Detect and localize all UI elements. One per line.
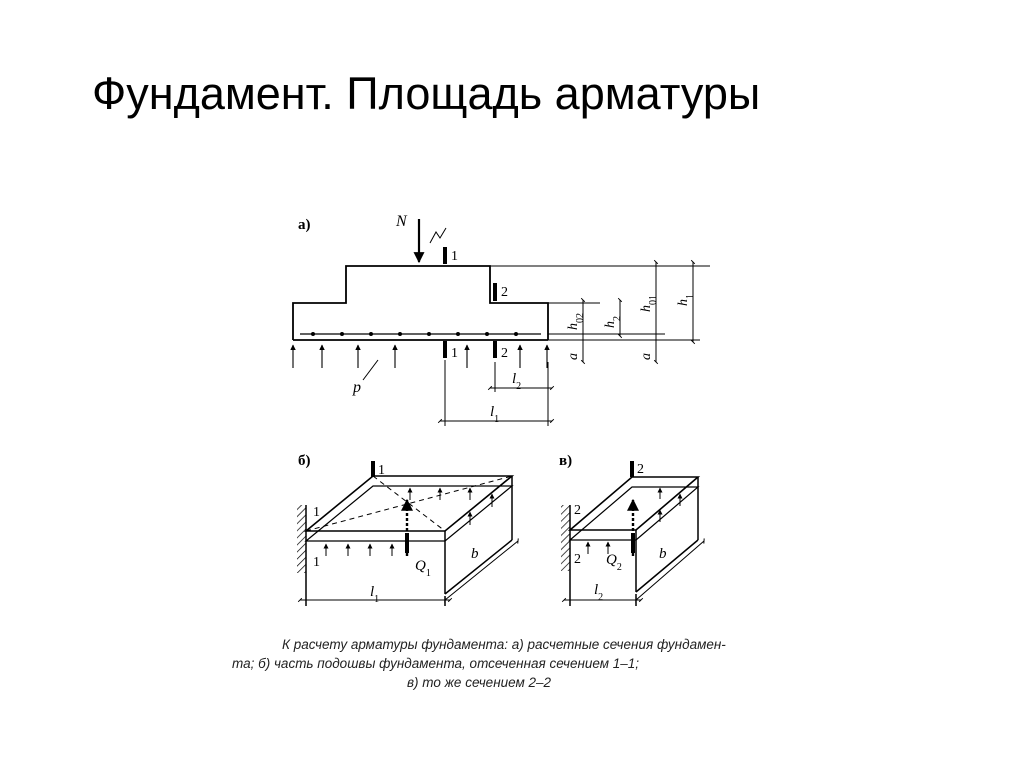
wall-hatch <box>297 505 306 573</box>
pressure-arrows <box>293 345 547 368</box>
svg-text:1: 1 <box>378 463 385 478</box>
svg-text:1: 1 <box>313 505 320 520</box>
foundation-outline <box>293 266 548 340</box>
svg-text:2: 2 <box>574 552 581 567</box>
panel-c-label: в) <box>559 453 573 469</box>
svg-text:1: 1 <box>451 249 458 264</box>
svg-text:h02: $h_{02}$ <box>566 313 586 330</box>
panel-a-label: а) <box>298 217 311 233</box>
svg-text:l2: $l_2$ <box>594 582 604 603</box>
vertical-dim-labels <box>566 294 696 360</box>
pressure-label: p <box>353 379 361 396</box>
section-1-top <box>443 247 447 264</box>
svg-text:l1: $l_1$ <box>370 584 380 605</box>
svg-text:l2: $l_2$ <box>512 371 522 392</box>
svg-text:b: b <box>659 546 667 562</box>
section-2-top <box>493 283 497 301</box>
figure-caption <box>232 635 812 692</box>
pressure-leader <box>363 360 378 380</box>
svg-text:a: a <box>639 353 654 360</box>
svg-text:2: 2 <box>574 503 581 518</box>
caption-line-3: в) то же сечением 2–2 <box>407 675 552 690</box>
svg-text:1: 1 <box>451 346 458 361</box>
svg-text:2: 2 <box>501 285 508 300</box>
svg-text:h2: $h_2$ <box>603 316 623 328</box>
panel-c <box>559 453 704 606</box>
svg-text:l1: $l_1$ <box>490 404 500 425</box>
vertical-dims <box>583 262 693 362</box>
svg-text:b: b <box>471 546 479 562</box>
svg-text:a: a <box>566 353 581 360</box>
slide-title: Фундамент. Площадь арматуры <box>92 68 761 119</box>
panel-a <box>293 213 710 426</box>
wall-hatch-c <box>561 505 570 571</box>
caption-line-2: та; б) часть подошвы фундамента, отсеченная сечением 1–1; <box>232 656 640 671</box>
force-label: N <box>396 213 407 230</box>
svg-text:h1: $h_1$ <box>676 294 696 306</box>
section-2-bottom <box>493 341 497 358</box>
svg-text:Q1: $Q_1$ <box>415 558 431 579</box>
panel-b <box>297 453 518 606</box>
svg-text:2: 2 <box>637 462 644 477</box>
svg-text:2: 2 <box>501 346 508 361</box>
svg-text:Q2: $Q_2$ <box>606 552 622 573</box>
force-leader <box>430 228 446 243</box>
svg-text:1: 1 <box>313 555 320 570</box>
svg-text:h01: $h_{01}$ <box>639 295 659 312</box>
caption-line-1: К расчету арматуры фундамента: а) расчетные сечения фундамен- <box>282 637 726 652</box>
section-1-bottom <box>443 341 447 358</box>
panel-b-label: б) <box>298 453 311 469</box>
